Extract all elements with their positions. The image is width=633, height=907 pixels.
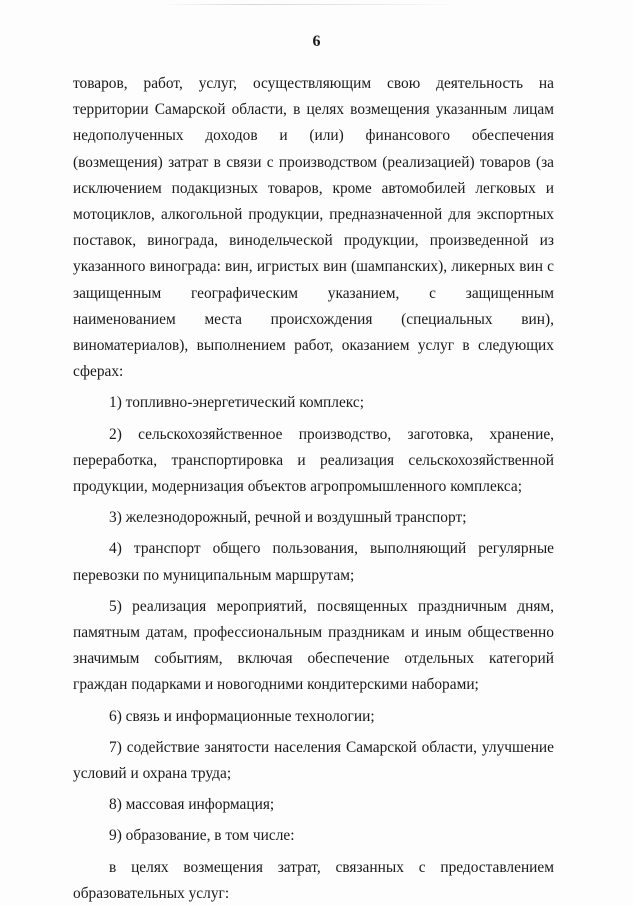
list-item-4: 4) транспорт общего пользования, выполняющий регулярные перевозки по муниципальным маршрутам; <box>73 540 554 584</box>
scan-artifact-bottom <box>80 884 140 892</box>
sub-paragraph: в целях возмещения затрат, связанных с предоставлением образовательных услуг: <box>73 858 554 902</box>
list-item-2: 2) сельскохозяйственное производство, заготовка, хранение, переработка, транспортировка и реализация сельскохозяйственной продукции, модернизация объектов агропромышленного комплекса; <box>73 425 554 496</box>
list-item-3: 3) железнодорожный, речной и воздушный транспорт; <box>109 509 467 527</box>
paragraph-continuation: товаров, работ, услуг, осуществляющим свою деятельность на территории Самарской области, в целях возмещения указанным лицам недополученных доходов и (или) финансового обеспечения (возмещения) затрат в связи с производством (реализацией) товаров (за исключением подакцизных товаров, кроме автомобилей легковых и мотоциклов, алкогольной продукции, предназначенной для экспортных поставок, винограда, винодельческой продукции, произведенной из указанного винограда: вин, игристых вин (шампанских), ликерных вин с защищенным географическим указанием, с защищенным наименованием места происхождения (специальных вин), виноматериалов), выполнением работ, оказанием услуг в следующих сферах: <box>73 75 554 381</box>
page-number: 6 <box>312 33 321 50</box>
list-item-9: 9) образование, в том числе: <box>109 827 295 845</box>
list-item-7: 7) содействие занятости населения Самарской области, улучшение условий и охрана труда; <box>73 738 554 783</box>
list-item-1: 1) топливно-энергетический комплекс; <box>109 394 365 412</box>
list-item-5: 5) реализация мероприятий, посвященных праздничным дням, памятным датам, профессиональным праздникам и иным общественно значимым событиям, включая обеспечение отдельных категорий граждан подарками и новогодними кондитерскими наборами; <box>73 597 554 694</box>
scan-artifact-top <box>160 4 460 5</box>
document-body <box>73 71 554 907</box>
list-item-8: 8) массовая информация; <box>109 796 275 814</box>
list-item-6: 6) связь и информационные технологии; <box>109 707 375 725</box>
